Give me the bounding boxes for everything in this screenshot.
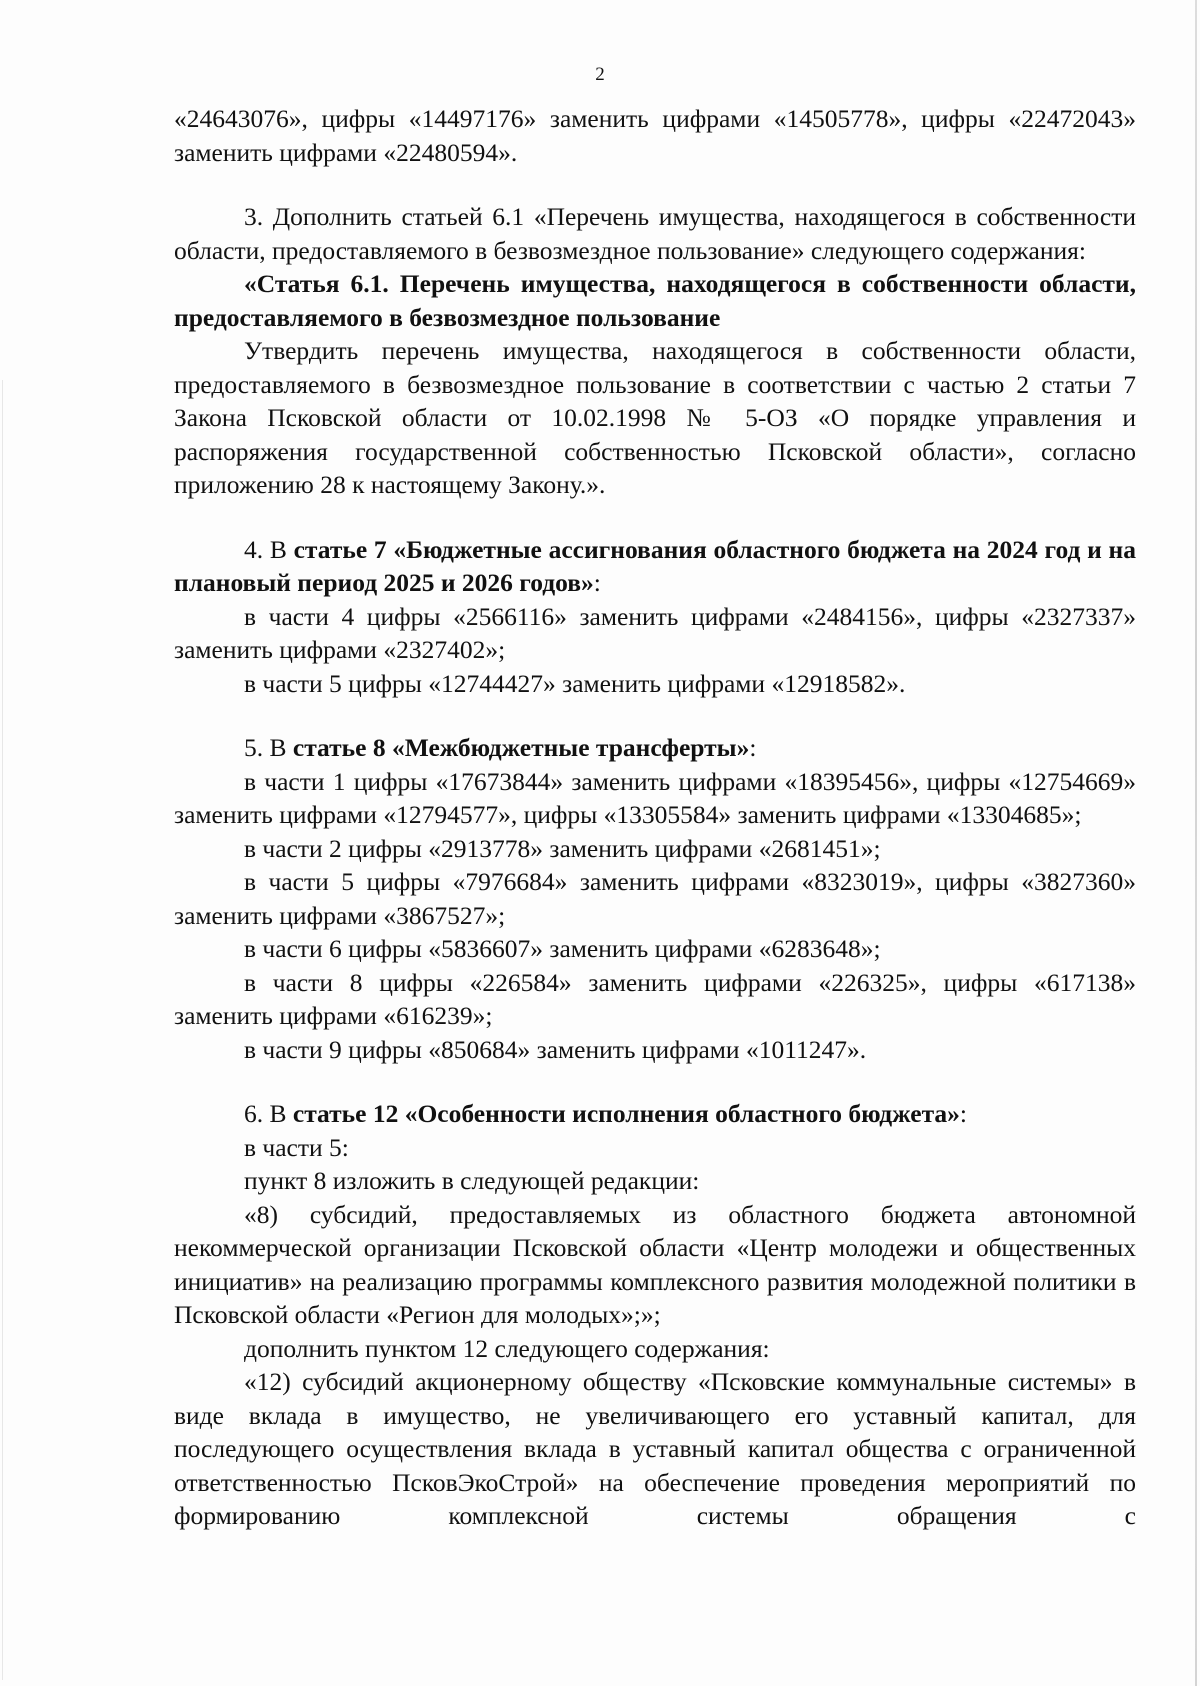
text-run: : xyxy=(593,568,601,597)
paragraph xyxy=(174,1033,1136,1067)
paragraph xyxy=(174,1131,1136,1165)
text-run: 5. В xyxy=(244,733,293,762)
paragraph xyxy=(174,966,1136,1033)
text-run: Утвердить перечень имущества, находящегося в собственности области, предоставляемого в безвозмездное пользование в соответствии с частью 2 статьи 7 Закона Псковской области от 10.02.1998 № 5-ОЗ «О порядке управления и распоряжения государственной собственностью Псковской области», согласно приложению 28 к настоящему Закону.». xyxy=(174,336,1136,499)
text-run: «8) субсидий, предоставляемых из областного бюджета автономной некоммерческой организации Псковской области «Центр молодежи и общественных инициатив» на реализацию программы комплексного развития молодежной политики в Псковской области «Регион для молодых»;»; xyxy=(174,1199,1136,1329)
paragraph xyxy=(174,832,1136,866)
bold-text: статье 12 «Особенности исполнения областного бюджета» xyxy=(292,1099,960,1128)
paragraph-gap xyxy=(174,502,1136,533)
text-run: в части 5 цифры «12744427» заменить цифрами «12918582». xyxy=(244,668,906,698)
text-run: в части 1 цифры «17673844» заменить цифрами «18395456», цифры «12754669» заменить цифрами «12794577», цифры «13305584» заменить цифрами «13304685»; xyxy=(174,766,1136,829)
text-run: 3. Дополнить статьей 6.1 «Перечень имущества, находящегося в собственности области, предоставляемого в безвозмездное пользование» следующего содержания: xyxy=(174,202,1136,265)
text-run: в части 2 цифры «2913778» заменить цифрами «2681451»; xyxy=(244,833,881,863)
text-run: в части 6 цифры «5836607» заменить цифрами «6283648»; xyxy=(244,934,881,963)
paragraph xyxy=(174,765,1136,832)
paragraph xyxy=(174,1198,1136,1332)
text-run: в части 4 цифры «2566116» заменить цифрами «2484156», цифры «2327337» заменить цифрами «2327402»; xyxy=(174,601,1136,664)
paragraph xyxy=(174,932,1136,966)
paragraph xyxy=(174,1365,1136,1533)
text-run: 4. В xyxy=(244,534,294,564)
paragraph xyxy=(174,731,1136,765)
paragraph xyxy=(174,667,1136,701)
bold-text: статье 8 «Межбюджетные трансферты» xyxy=(292,733,750,762)
paragraph xyxy=(174,200,1136,267)
document-body xyxy=(174,102,1136,1533)
text-run: пункт 8 изложить в следующей редакции: xyxy=(244,1166,700,1195)
text-run: «24643076», цифры «14497176» заменить цифрами «14505778», цифры «22472043» заменить цифрами «22480594». xyxy=(174,104,1136,167)
paragraph xyxy=(174,102,1136,169)
paragraph xyxy=(174,334,1136,502)
bold-text: «Статья 6.1. Перечень имущества, находящегося в собственности области, предоставляемого в безвозмездное пользование xyxy=(174,269,1136,332)
text-run: : xyxy=(959,1099,967,1128)
page-number: 2 xyxy=(595,64,605,85)
paragraph-gap xyxy=(174,1066,1136,1097)
paragraph xyxy=(174,600,1136,667)
text-run: в части 8 цифры «226584» заменить цифрами «226325», цифры «617138» заменить цифрами «616239»; xyxy=(174,967,1136,1030)
text-run: в части 5 цифры «7976684» заменить цифрами «8323019», цифры «3827360» заменить цифрами «3867527»; xyxy=(174,867,1136,930)
paragraph-gap xyxy=(174,169,1136,200)
scan-edge-right xyxy=(1195,0,1197,1686)
bold-text: статье 7 «Бюджетные ассигнования областного бюджета на 2024 год и на плановый период 2025 и 2026 годов» xyxy=(174,534,1136,597)
text-run: в части 9 цифры «850684» заменить цифрами «1011247». xyxy=(244,1034,867,1064)
paragraph xyxy=(174,1097,1136,1131)
text-run: в части 5: xyxy=(244,1132,349,1162)
text-run: «12) субсидий акционерному обществу «Псковские коммунальные системы» в виде вклада в имущество, не увеличивающего его уставный капитал, для последующего осуществления вклада в уставный капитал общества с ограниченной ответственностью ПсковЭкоСтрой» на обеспечение проведения мероприятий по формированию комплексной системы обращения с xyxy=(174,1367,1136,1530)
paragraph xyxy=(174,533,1136,600)
text-run: 6. В xyxy=(244,1099,293,1128)
paragraph xyxy=(174,267,1136,334)
paragraph xyxy=(174,1332,1136,1366)
paragraph xyxy=(174,1164,1136,1198)
text-run: : xyxy=(749,733,757,762)
text-run: дополнить пунктом 12 следующего содержания: xyxy=(244,1333,770,1363)
scan-edge-left xyxy=(2,380,3,1680)
paragraph-gap xyxy=(174,700,1136,731)
paragraph xyxy=(174,865,1136,932)
